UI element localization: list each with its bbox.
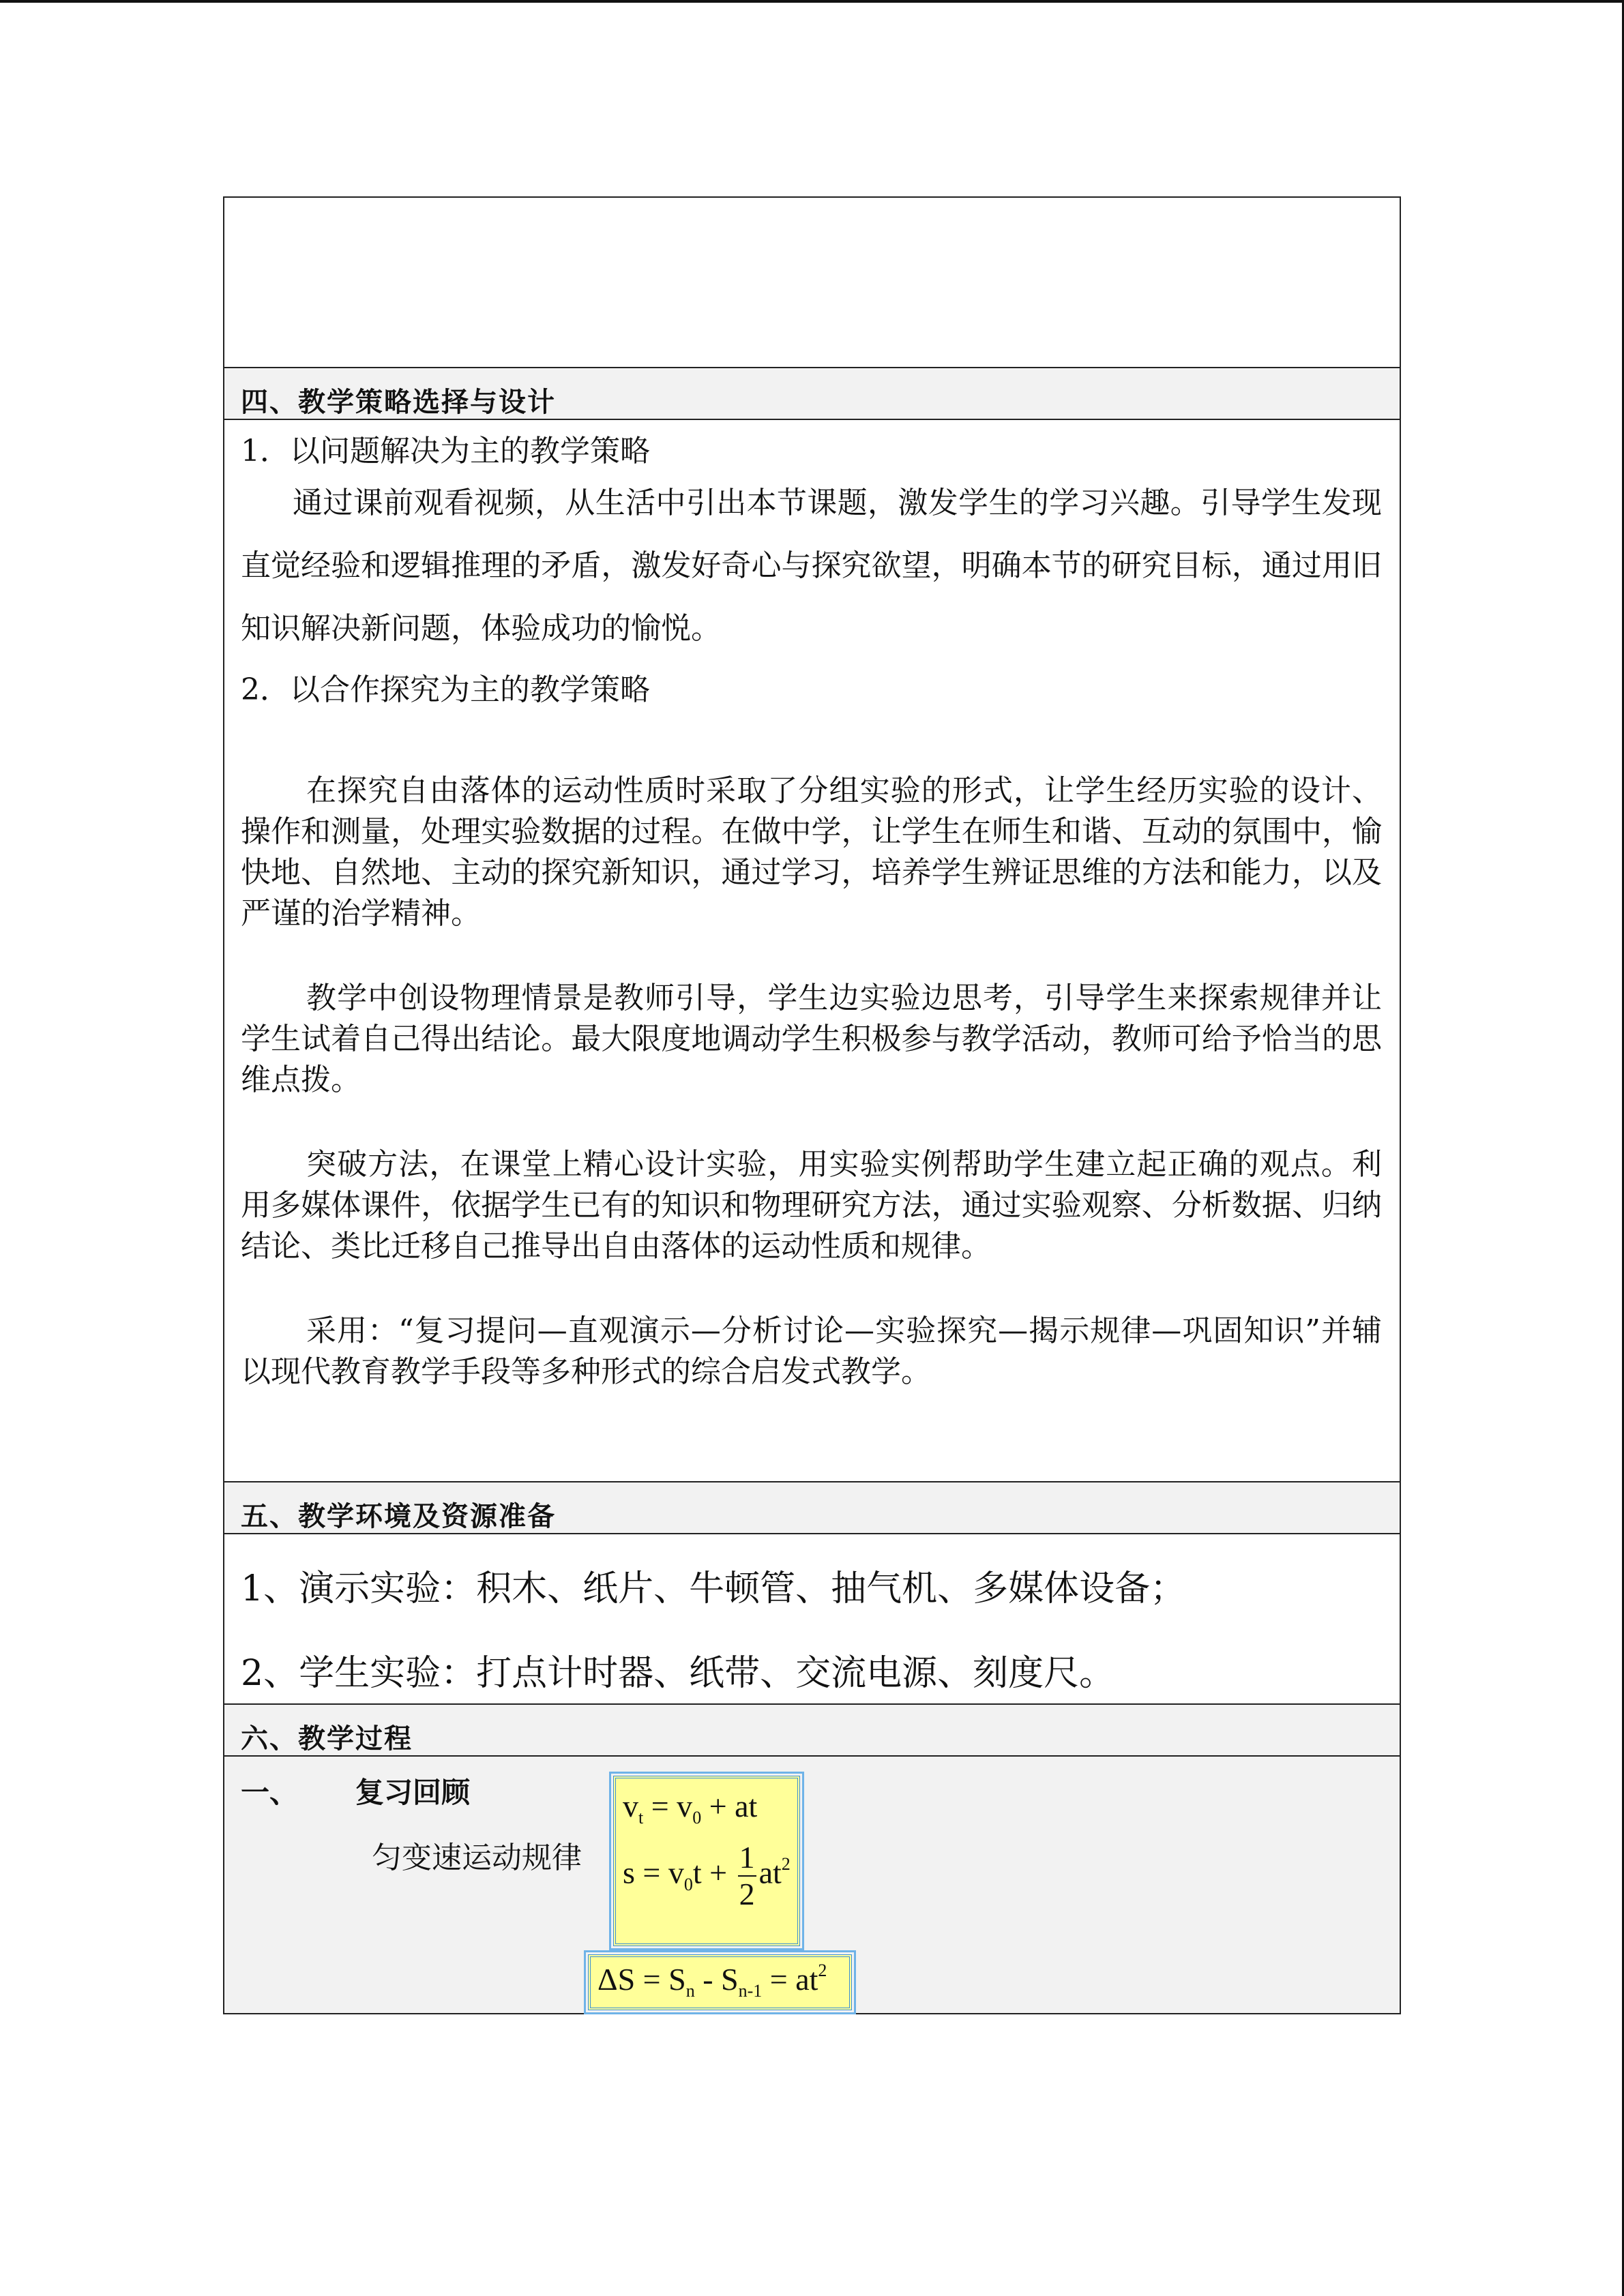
process-content — [224, 1757, 1400, 2013]
environment-content-row — [224, 1534, 1400, 1704]
one-half-fraction: $\frac{1}{2}$ — [739, 1840, 755, 1911]
environment-line-2: 2、学生实验：打点计时器、纸带、交流电源、刻度尺。 — [241, 1653, 1115, 1694]
environment-header-row — [224, 1482, 1400, 1534]
empty-row — [224, 197, 1400, 368]
kinematics-formula-box — [613, 1776, 800, 1946]
strategy-item-1-text: 通过课前观看视频，从生活中引出本节课题，激发学生的学习兴趣。引导学生发现直觉经验和逻辑推理的矛盾，激发好奇心与探究欲望，明确本节的研究目标，通过用旧知识解决新问题，体验成功的愉悦。 — [241, 486, 1382, 646]
strategy-header-row — [224, 368, 1400, 419]
strategy-paragraph-1: 在探究自由落体的运动性质时采取了分组实验的形式，让学生经历实验的设计、操作和测量，处理实验数据的过程。在做中学，让学生在师生和谐、互动的氛围中，愉快地、自然地、主动的探究新知识，通过学习，培养学生辨证思维的方法和能力，以及严谨的治学精神。 — [241, 773, 1382, 931]
environment-section-title: 五、教学环境及资源准备 — [241, 1501, 556, 1532]
strategy-item-1: 1．以问题解决为主的教学策略 — [241, 434, 650, 468]
review-step-title: 复习回顾 — [355, 1776, 471, 1809]
review-step-number: 一、 — [241, 1776, 299, 1809]
motion-law-label: 匀变速运动规律 — [372, 1840, 582, 1875]
delta-s-formula-box — [588, 1954, 852, 2010]
process-content-row — [224, 1756, 1400, 2014]
strategy-item-2: 2．以合作探究为主的教学策略 — [241, 672, 650, 707]
delta-s-formula: $\Delta S = S_n - S_{n-1} = at^2$ — [597, 1960, 827, 2001]
velocity-formula: $v_t = v_0$ + at — [623, 1789, 758, 1828]
strategy-paragraph-3: 突破方法，在课堂上精心设计实验，用实验实例帮助学生建立起正确的观点。利用多媒体课件，依据学生已有的知识和物理研究方法，通过实验观察、分析数据、归纳结论、类比迁移自己推导出自由落体的运动性质和规律。 — [241, 1147, 1382, 1264]
review-step-heading — [241, 1770, 470, 1811]
process-section-title: 六、教学过程 — [241, 1723, 413, 1755]
strategy-paragraph-4: 采用：“复习提问—直观演示—分析讨论—实验探究—揭示规律—巩固知识”并辅以现代教育教学手段等多种形式的综合启发式教学。 — [241, 1313, 1382, 1389]
displacement-formula: $s = v_0t$ + $\frac{1}{2}$ $at^2$ — [623, 1840, 791, 1911]
environment-content — [224, 1534, 1400, 1703]
strategy-content — [224, 420, 1400, 1481]
page-top-border — [0, 0, 1624, 3]
strategy-paragraph-2: 教学中创设物理情景是教师引导，学生边实验边思考，引导学生来探索规律并让学生试着自己得出结论。最大限度地调动学生积极参与教学活动，教师可给予恰当的思维点拨。 — [241, 981, 1382, 1097]
strategy-section-title: 四、教学策略选择与设计 — [241, 387, 556, 418]
lesson-plan-table — [223, 196, 1401, 2014]
strategy-content-row — [224, 419, 1400, 1482]
environment-line-1: 1、演示实验：积木、纸片、牛顿管、抽气机、多媒体设备； — [241, 1568, 1186, 1609]
